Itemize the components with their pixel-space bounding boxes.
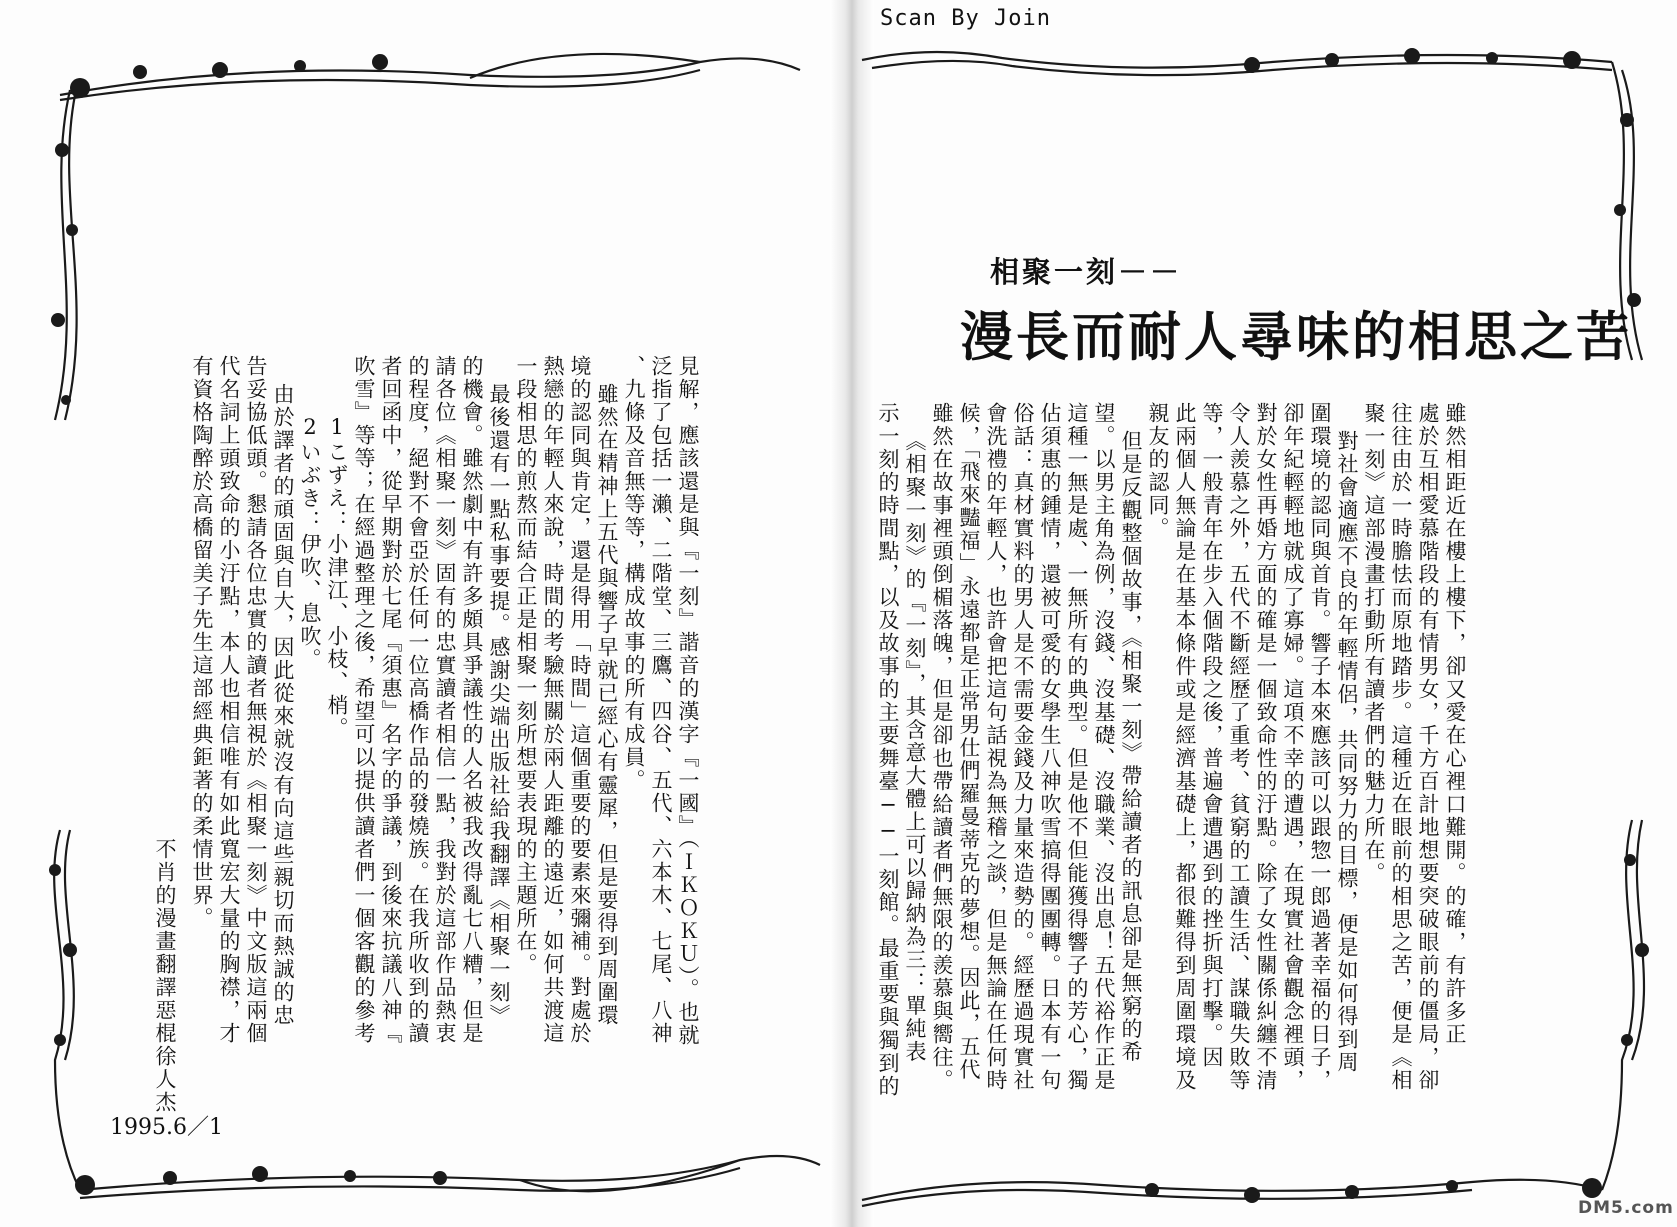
left-text-col: 雖然在精神上五代與響子早就已經心有靈犀，但是要得到周圍環 xyxy=(595,383,619,1027)
article-subtitle: 相聚一刻－－ xyxy=(990,255,1183,289)
left-text-col: 見解，應該還是與『一刻』諧音的漢字『一國』（ＩＫＯＫＵ）。也就 xyxy=(676,355,700,1047)
translator-signature: 不肖的漫畫翻譯惡棍徐人杰 xyxy=(153,838,177,1114)
right-text-col: 這種一無是處、一無所有的典型。但是他不但能獲得響子的芳心，獨 xyxy=(1065,402,1089,1092)
left-text-col: 代名詞上頭致命的小汙點，本人也相信唯有如此寬宏大量的胸襟，才 xyxy=(217,355,241,1045)
left-text-col: 最後還有一點私事要提。感謝尖端出版社給我翻譯《相聚一刻》 xyxy=(487,383,511,1027)
left-text-col: 泛指了包括一瀨、二階堂、三鷹、四谷、五代、六本木、七尾、八神 xyxy=(649,355,673,1045)
right-text-col: 但是反觀整個故事，《相聚一刻》帶給讀者的訊息卻是無窮的希 xyxy=(1119,430,1143,1064)
publication-date: 1995.6／1 xyxy=(110,1115,223,1140)
right-text-col: 卻年紀輕輕地就成了寡婦。這項不幸的遭遇，在現實社會觀念裡頭， xyxy=(1281,402,1305,1092)
right-text-col: 俗話：真材實料的男人是不需要金錢及力量來造勢的。經歷過現實社 xyxy=(1011,402,1035,1092)
right-text-col: 雖然相距近在樓上樓下，卻又愛在心裡口難開。的確，有許多正 xyxy=(1443,402,1467,1046)
article-title: 漫長而耐人尋味的相思之苦 xyxy=(960,306,1632,368)
right-text-col: 等，一般青年在步入個階段之後，普遍會遭遇到的挫折與打擊。因 xyxy=(1200,402,1224,1069)
left-text-col: 的程度，絕對不會亞於任何一位高橋作品的發燒族。在我所收到的讀 xyxy=(406,355,430,1045)
right-text-col: 候，「飛來豔福」永遠都是正常男仕們羅曼蒂克的夢想。因此，五代 xyxy=(957,402,981,1082)
left-text-col: 者回函中，從早期對於七尾『須惠』名字的爭議，到後來抗議八神『 xyxy=(379,355,403,1045)
right-text-col: 佔須惠的鍾情，還被可愛的女學生八神吹雪搞得團團轉。日本有一句 xyxy=(1038,402,1062,1092)
right-text-col: 令人羨慕之外，五代不斷經歷了重考、貧窮的工讀生活、謀職失敗等 xyxy=(1227,402,1251,1092)
right-text-col: 處於互相愛慕階段的有情男女，千方百計地想要突破眼前的僵局，卻 xyxy=(1416,402,1440,1092)
left-text-col: 由於譯者的頑固與自大，因此從來就沒有向這些親切而熱誠的忠 xyxy=(271,383,295,1027)
left-text-col: 、九條及音無等等，構成故事的所有成員。 xyxy=(622,355,646,792)
left-text-col: 有資格陶醉於高橋留美子先生這部經典鉅著的柔情世界。 xyxy=(190,355,214,930)
right-text-col: 對於女性再婚方面的確是一個致命性的汙點。除了女性關係糾纏不清 xyxy=(1254,402,1278,1092)
left-text-col: 吹雪』等等；在經過整理之後，希望可以提供讀者們一個客觀的參考 xyxy=(352,355,376,1045)
right-text-col: 親友的認同。 xyxy=(1146,402,1170,540)
left-text-col: 熱戀的年輕人來說，時間的考驗無關於兩人距離的遠近，如何共渡這 xyxy=(541,355,565,1045)
right-text-col: 望。以男主角為例，沒錢、沒基礎、沒職業、沒出息！五代裕作正是 xyxy=(1092,402,1116,1092)
left-text-col: 請各位《相聚一刻》固有的忠實讀者相信一點，我對於這部作品熱衷 xyxy=(433,355,457,1045)
right-text-col: 對社會適應不良的年輕情侶，共同努力的目標，便是如何得到周 xyxy=(1335,430,1359,1074)
right-text-col: 雖然在故事裡頭倒楣落魄，但是卻也帶給讀者們無限的羨慕與嚮往。 xyxy=(930,402,954,1092)
left-footnote: 2いぶき：伊吹、息吹。 xyxy=(298,415,322,671)
right-text-col: 《相聚一刻》的『一刻』，其含意大體上可以歸納為三：單純表 xyxy=(903,430,927,1064)
right-text-col: 此兩個人無論是在基本條件或是經濟基礎上，都很難得到周圍環境及 xyxy=(1173,402,1197,1092)
site-watermark: DM5.com xyxy=(1578,1198,1674,1218)
left-text-col: 一段相思的煎熬而結合正是相聚一刻所想要表現的主題所在。 xyxy=(514,355,538,976)
left-text-col: 的機會。雖然劇中有許多頗具爭議性的人名被我改得亂七八糟，但是 xyxy=(460,355,484,1045)
right-text-col: 示一刻的時間點，以及故事的主要舞臺──一刻館。最重要與獨到的 xyxy=(876,402,900,1098)
right-text-col: 往往由於一時膽怯而原地踏步。這種近在眼前的相思之苦，便是《相 xyxy=(1389,402,1413,1092)
right-text-col: 聚一刻》這部漫畫打動所有讀者們的魅力所在。 xyxy=(1362,402,1386,885)
left-footnote: 1こずえ：小津江、小枝、梢。 xyxy=(325,415,349,740)
right-text-col: 會洗禮的年輕人，也許會把這句話視為無稽之談，但是無論在任何時 xyxy=(984,402,1008,1092)
right-text-col: 圍環境的認同與首肯。響子本來應該可以跟惣一郎過著幸福的日子， xyxy=(1308,402,1332,1092)
left-text-col: 境的認同與肯定，還是得用「時間」這個重要的要素來彌補。對處於 xyxy=(568,355,592,1045)
left-text-col: 告妥協低頭。懇請各位忠實的讀者無視於《相聚一刻》中文版這兩個 xyxy=(244,355,268,1045)
scan-credit: Scan By Join xyxy=(880,6,1051,31)
